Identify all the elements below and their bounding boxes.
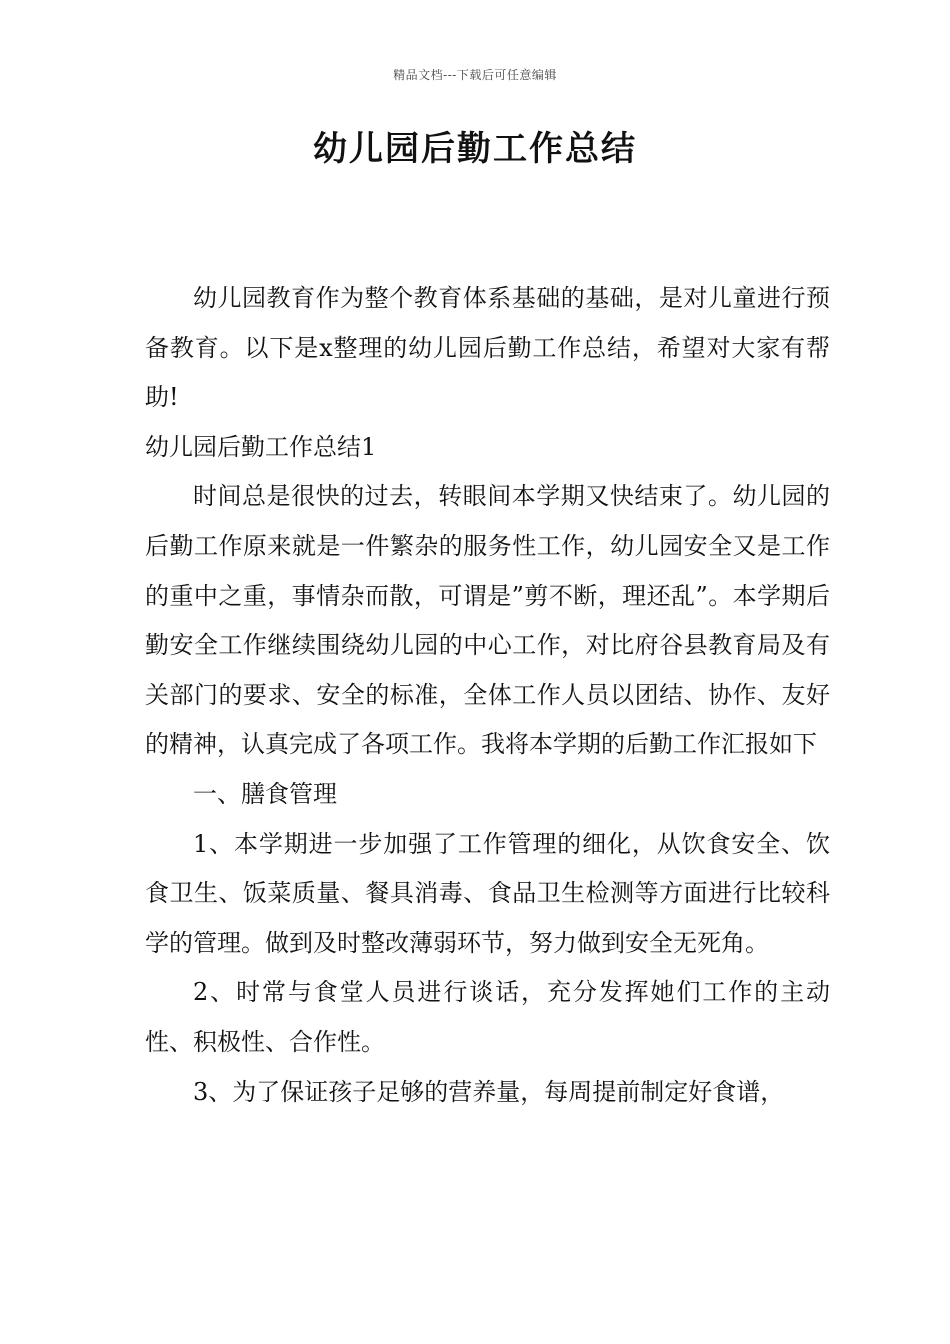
header-note: 精品文档---下载后可任意编辑 [393, 68, 557, 82]
document-title: 幼儿园后勤工作总结 [313, 129, 637, 169]
paragraph-intro: 幼儿园教育作为整个教育体系基础的基础，是对儿童进行预备教育。以下是x整理的幼儿园后勤工作总结，希望对大家有帮助! [145, 284, 830, 412]
list-item: 3、为了保证孩子足够的营养量，每周提前制定好食谱， [193, 1077, 785, 1106]
paragraph-overview: 时间总是很快的过去，转眼间本学期又快结束了。幼儿园的后勤工作原来就是一件繁杂的服务性工作，幼儿园安全又是工作的重中之重，事情杂而散，可谓是”剪不断，理还乱”。本学期后勤安全工作继续围绕幼儿园的中心工作，对比府谷县教育局及有关部门的要求、安全的标准，全体工作人员以团结、协作、友好的精神，认真完成了各项工作。我将本学期的后勤工作汇报如下 [145, 482, 830, 759]
subsection-heading: 一、膳食管理 [193, 779, 337, 808]
section-heading: 幼儿园后勤工作总结1 [145, 432, 377, 461]
list-item: 2、时常与食堂人员进行谈话，充分发挥她们工作的主动性、积极性、合作性。 [145, 978, 830, 1056]
list-item: 1、本学期进一步加强了工作管理的细化，从饮食安全、饮食卫生、饭菜质量、餐具消毒、食品卫生检测等方面进行比较科学的管理。做到及时整改薄弱环节，努力做到安全无死角。 [145, 829, 830, 957]
document-body [145, 274, 830, 1117]
